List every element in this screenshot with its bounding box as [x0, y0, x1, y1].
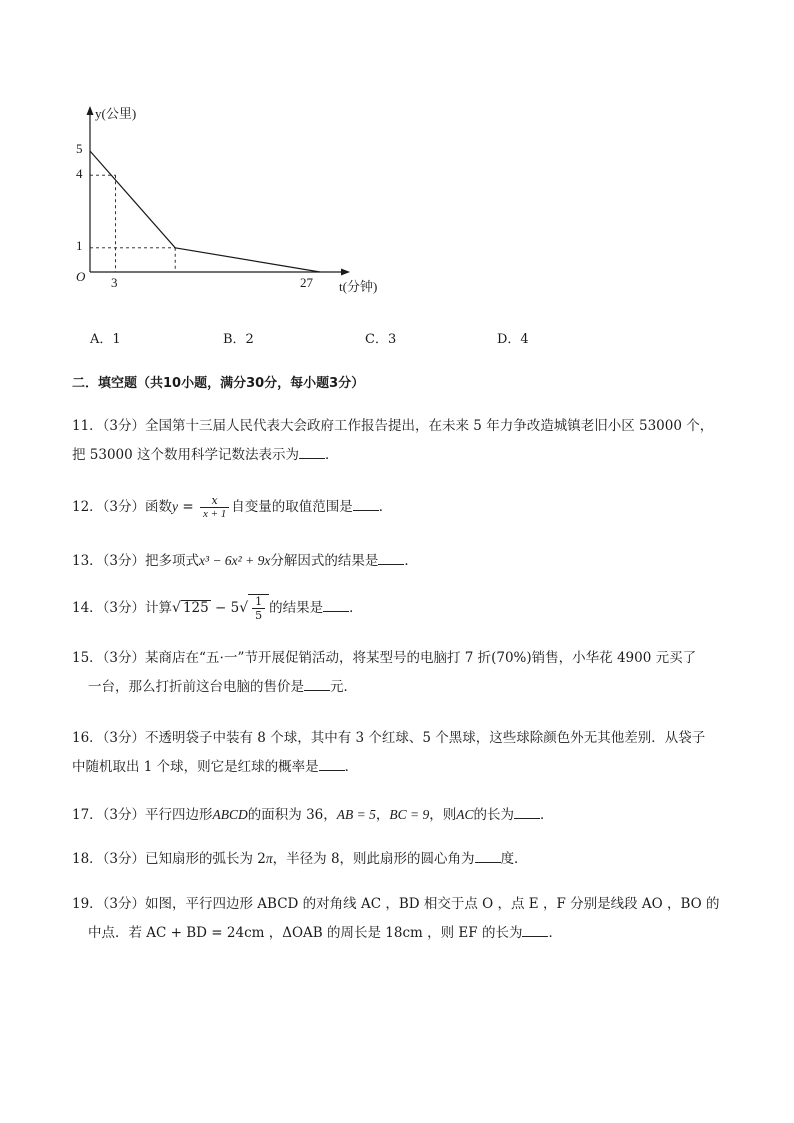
- sqrt-sign-2: √: [239, 600, 249, 616]
- q15-end: 元．: [330, 679, 357, 695]
- q12-fraction: [200, 494, 229, 521]
- q11-end: ．: [325, 447, 339, 463]
- question-19: [72, 890, 732, 948]
- q17-bc: BC = 9: [389, 807, 430, 822]
- q11-line2: [72, 441, 732, 470]
- q18-suffix: ，半径为 8，则此扇形的圆心角为: [272, 851, 475, 867]
- q15-line1: 15．（3分）某商店在“五⋅一”节开展促销活动，将某型号的电脑打 7 折(70%)销售，小华花 4900 元买了: [72, 650, 697, 666]
- q15-text: 一台，那么打折前这台电脑的售价是: [88, 679, 304, 695]
- x-tick-3: 3: [111, 275, 118, 290]
- q18-pi: π: [265, 851, 273, 866]
- q13-suffix: 分解因式的结果是: [270, 553, 379, 569]
- q18-line: [72, 844, 732, 874]
- question-11: [72, 412, 732, 470]
- y-axis-arrow: [87, 106, 94, 115]
- q15-line2: [72, 673, 732, 702]
- q12-answer-blank[interactable]: [353, 498, 379, 511]
- q14-fraction: [252, 595, 265, 622]
- q14-answer-blank[interactable]: [323, 599, 349, 612]
- q14-radicand-2: [248, 594, 269, 622]
- q13-prefix: 13．（3分）把多项式: [72, 553, 200, 569]
- q18-end: 度．: [500, 851, 528, 867]
- q12-line: [72, 492, 732, 522]
- q19-line2: [72, 919, 732, 948]
- q12-frac-num: x: [200, 494, 229, 508]
- q14-radicand-1: 125: [182, 600, 209, 616]
- q11-answer-blank[interactable]: [299, 446, 325, 459]
- q17-shape: ABCD: [212, 807, 248, 822]
- q17-ab: AB = 5: [336, 807, 376, 822]
- q12-prefix: 12．（3分）函数: [72, 499, 173, 515]
- dashed-guides: [90, 175, 175, 272]
- y-tick-5: 5: [76, 141, 83, 156]
- q14-minus: − 5: [210, 600, 240, 616]
- question-14: [72, 594, 732, 623]
- q17-sep: ，: [375, 807, 390, 823]
- choice-b[interactable]: B．2: [223, 332, 254, 347]
- q12-var: y: [172, 499, 179, 514]
- q16-text: 中随机取出 1 个球，则它是红球的概率是: [72, 759, 319, 775]
- graph-series: [90, 151, 320, 272]
- q13-answer-blank[interactable]: [378, 552, 404, 565]
- q16-answer-blank[interactable]: [319, 758, 345, 771]
- q12-suffix: 自变量的取值范围是: [231, 499, 353, 515]
- q12-eq: =: [178, 499, 198, 515]
- y-tick-4: 4: [76, 166, 83, 181]
- y-axis-label: y(公里): [95, 106, 137, 121]
- q12-frac-den: x + 1: [202, 508, 227, 520]
- q16-end: ．: [344, 759, 359, 775]
- question-12: [72, 492, 732, 522]
- choice-a[interactable]: A．1: [90, 332, 121, 347]
- q16-line2: [72, 753, 732, 782]
- q19-line1: 19．（3分）如图，平行四边形 ABCD 的对角线 AC ，BD 相交于点 O ，点 E ，F 分别是线段 AO ，BO 的: [72, 896, 720, 912]
- q14-frac-num: 1: [252, 595, 265, 609]
- origin-label: O: [76, 269, 86, 284]
- q17-line: [72, 800, 732, 830]
- x-axis-arrow: [341, 269, 350, 276]
- q17-mid2: ，则: [429, 807, 457, 823]
- q15-answer-blank[interactable]: [304, 678, 330, 691]
- choice-c[interactable]: C．3: [365, 332, 397, 347]
- q12-end: ．: [378, 499, 393, 515]
- x-axis-label: t(分钟): [339, 279, 378, 294]
- section-title: 二．填空题（共10小题，满分30分，每小题3分）: [72, 376, 365, 391]
- q18-prefix: 18．（3分）已知扇形的弧长为 2: [72, 851, 266, 867]
- q13-line: [72, 546, 732, 576]
- q18-answer-blank[interactable]: [475, 850, 501, 863]
- q14-line: [72, 594, 732, 623]
- question-15: [72, 644, 732, 702]
- q14-suffix: 的结果是: [269, 600, 324, 616]
- question-18: [72, 844, 732, 874]
- distance-line: [90, 151, 320, 272]
- q17-end: ．: [540, 807, 554, 823]
- q11-text: 把 53000 这个数用科学记数法表示为: [72, 447, 300, 463]
- q17-ac: AC: [456, 807, 474, 822]
- q19-answer-blank[interactable]: [522, 924, 548, 937]
- q17-prefix: 17．（3分）平行四边形: [72, 807, 213, 823]
- q14-prefix: 14．（3分）计算: [72, 600, 173, 616]
- q14-end: ．: [349, 600, 363, 616]
- q13-expr: x³ − 6x² + 9x: [199, 553, 271, 568]
- q11-line1: 11．（3分）全国第十三届人民代表大会政府工作报告提出，在未来 5 年力争改造城镇老旧小区 53000 个，: [72, 418, 714, 434]
- sqrt-sign-1: √: [172, 600, 181, 616]
- graph-axes: [87, 106, 351, 276]
- q16-line1: 16．（3分）不透明袋子中装有 8 个球，其中有 3 个红球、5 个黑球，这些球除颜色外无其他差别．从袋子: [72, 730, 706, 746]
- q13-end: ．: [404, 553, 418, 569]
- y-tick-1: 1: [76, 238, 83, 253]
- q17-suffix: 的长为: [473, 807, 515, 823]
- question-13: [72, 546, 732, 576]
- q17-mid1: 的面积为 36，: [247, 807, 337, 823]
- question-17: [72, 800, 732, 830]
- q17-answer-blank[interactable]: [514, 806, 540, 819]
- x-tick-27: 27: [300, 275, 313, 290]
- q19-text: 中点．若 AC + BD = 24cm ，ΔOAB 的周长是 18cm ，则 EF 的长为: [88, 925, 523, 941]
- question-16: [72, 724, 732, 782]
- q14-frac-den: 5: [255, 609, 263, 622]
- choice-d[interactable]: D．4: [497, 332, 529, 347]
- q19-end: ．: [548, 925, 562, 941]
- distance-time-graph: [60, 98, 400, 303]
